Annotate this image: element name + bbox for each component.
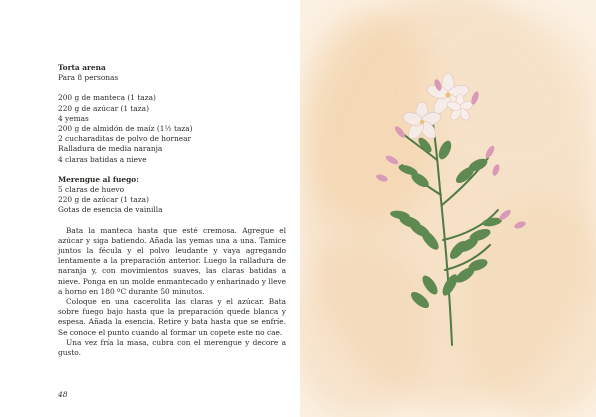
ingredient-line: 220 g de azúcar (1 taza) <box>58 103 149 113</box>
instruction-paragraph: Coloque en una cacerolita las claras y el azúcar. Bata sobre fuego bajo hasta que la preparación quede blanca y espesa. Añada la esencia. Retire y bata hasta que se enfríe. Se conoce el punto cuando al formar un copete este no cae. <box>58 297 286 337</box>
ingredient-line: 200 g de manteca (1 taza) <box>58 93 156 103</box>
ingredient-line: 200 g de almidón de maíz (1½ taza) <box>58 124 193 134</box>
page-number: 48 <box>58 390 68 399</box>
recipe-title: Torta arena <box>58 63 106 72</box>
instruction-paragraph: Bata la manteca hasta que esté cremosa. Agregue el azúcar y siga batiendo. Añada las yemas una a una. Tamice juntos la fécula y el polvo leudante y vaya agregando lentamente a la preparación anterior. Luego la ralladura de naranja y, con movimientos suaves, las claras batidas a nieve. Ponga en un molde enmantecado y enharinado y lleve a horno en 180 ºC durante 50 minutos. <box>58 225 286 296</box>
watercolor-wash <box>300 0 596 417</box>
ingredient-line: 2 cucharaditas de polvo de hornear <box>58 134 192 144</box>
recipe-text <box>58 63 286 358</box>
jasmine-illustration <box>300 0 596 417</box>
recipe-servings: Para 8 personas <box>58 73 119 83</box>
meringue-ingredient-line: 220 g de azúcar (1 taza) <box>58 195 149 205</box>
meringue-ingredient-line: Gotas de esencia de vainilla <box>58 205 163 215</box>
illustration-page <box>300 0 596 417</box>
ingredient-line: 4 yemas <box>58 113 89 123</box>
meringue-ingredient-line: 5 claras de huevo <box>58 185 125 195</box>
ingredient-line: 4 claras batidas a nieve <box>58 154 147 164</box>
instruction-paragraph: Una vez fría la masa, cubra con el merengue y decore a gusto. <box>58 337 286 358</box>
ingredient-line: Ralladura de media naranja <box>58 144 163 154</box>
meringue-title: Merengue al fuego: <box>58 174 139 184</box>
